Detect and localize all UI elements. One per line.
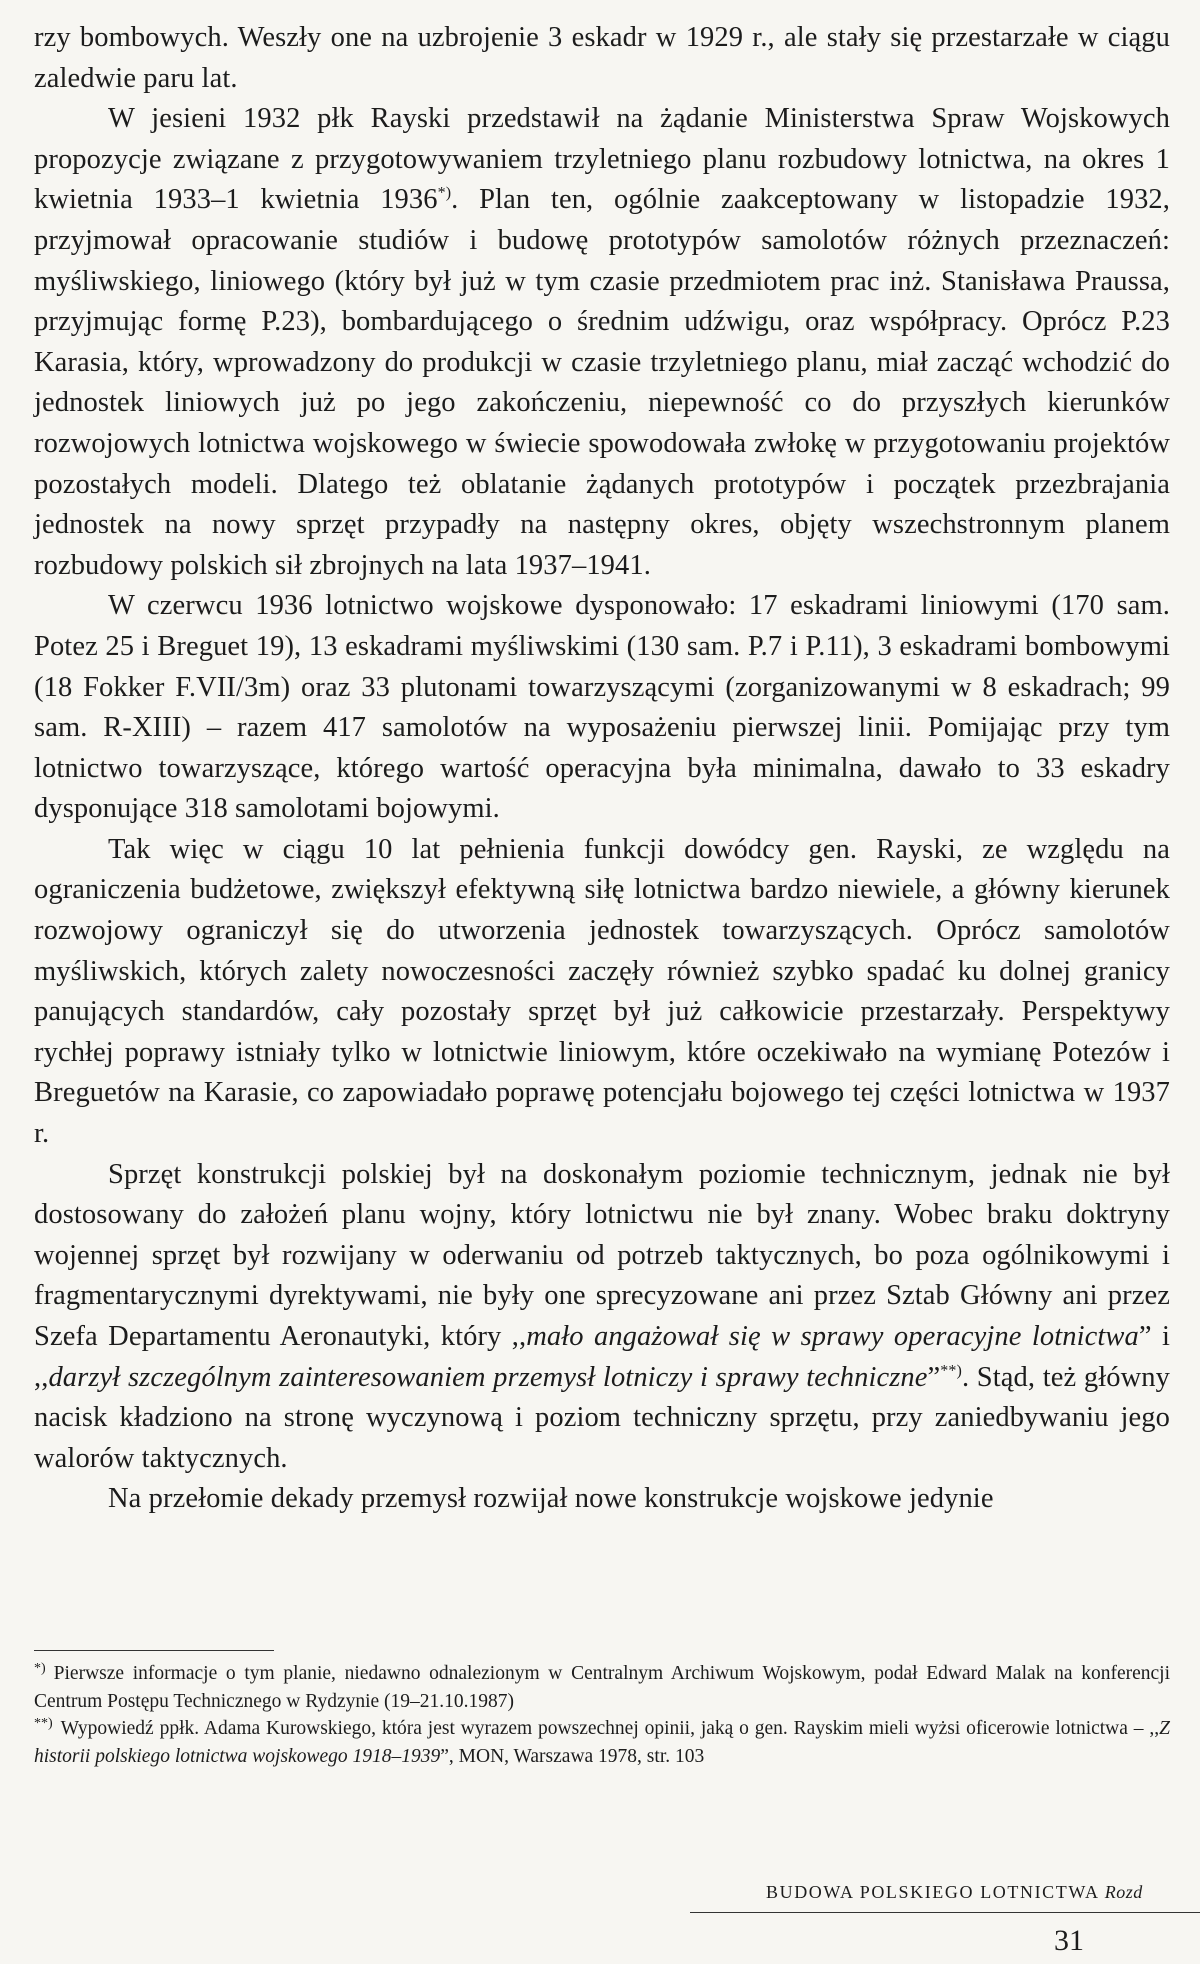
paragraph-1-text: rzy bombowych. Weszły one na uzbrojenie 3 eskadr w 1929 r., ale stały się przestarzałe w ciągu zaledwie paru lat. (34, 22, 1170, 94)
paragraph-2-text-b: . Plan ten, ogólnie zaakceptowany w listopadzie 1932, przyjmował opracowanie studiów i budowę prototypów samolotów różnych przeznaczeń: myśliwskiego, liniowego (który był już w tym czasie przedmiotem prac inż. Stanisława Praussa, przyjmując formę P.23), bombardującego o średnim udźwigu, oraz współpracy. Oprócz P.23 Karasia, który, wprowadzony do produkcji w czasie trzyletniego planu, miał zacząć wchodzić do jednostek liniowych już po jego zakończeniu, niepewność co do przyszłych kierunków rozwojowych lotnictwa wojskowego w świecie spowodowała zwłokę w przygotowaniu projektów pozostałych modeli. Dlatego też oblatanie żądanych prototypów i początek przezbrajania jednostek na nowy sprzęt przypadły na następny okres, objęty wszechstronnym planem rozbudowy polskich sił zbrojnych na lata 1937–1941. (34, 184, 1170, 581)
paragraph-2-text-a: W jesieni 1932 płk Rayski przedstawił na żądanie Ministerstwa Spraw Wojskowych propozycje związane z przygotowywaniem trzyletniego planu rozbudowy lotnictwa, na okres 1 kwietnia 1933–1 kwietnia 1936 (34, 103, 1170, 216)
main-text (34, 18, 1170, 1520)
footnote-1-text: Pierwsze informacje o tym planie, niedawno odnalezionym w Centralnym Archiwum Wojskowym, podał Edward Malak na konferencji Centrum Postępu Technicznego w Rydzynie (19–21.10.1987) (34, 1663, 1170, 1712)
paragraph-5-text-b: ” i ,, (34, 1321, 1170, 1393)
footnote-1-mark: *) (34, 1660, 46, 1676)
running-head-title: BUDOWA POLSKIEGO LOTNICTWA (766, 1882, 1099, 1902)
paragraph-2 (34, 99, 1170, 586)
paragraph-4-text: Tak więc w ciągu 10 lat pełnienia funkcji dowódcy gen. Rayski, ze względu na ograniczenia budżetowe, zwiększył efektywną siłę lotnictwa bardzo niewiele, a główny kierunek rozwojowy ograniczył się do utworzenia jednostek towarzyszących. Oprócz samolotów myśliwskich, których zalety nowoczesności zaczęły również szybko spadać ku dolnej granicy panujących standardów, cały pozostały sprzęt był już całkowicie przestarzały. Perspektywy rychłej poprawy istniały tylko w lotnictwie liniowym, które oczekiwało na wymianę Potezów i Breguetów na Karasie, co zapowiadało poprawę potencjału bojowego tej części lotnictwa w 1937 r. (34, 833, 1170, 1150)
running-head-chapter: Rozd (1104, 1882, 1143, 1902)
paragraph-1 (34, 18, 1170, 99)
footnote-2-text-a: Wypowiedź ppłk. Adama Kurowskiego, która jest wyrazem powszechnej opinii, jaką o gen. Rayskim mieli wyżsi oficerowie lotnictwa – ,, (60, 1718, 1160, 1739)
paragraph-5-text-a: Sprzęt konstrukcji polskiej był na doskonałym poziomie technicznym, jednak nie był dostosowany do założeń planu wojny, który lotnictwu nie był znany. Wobec braku doktryny wojennej sprzęt był rozwijany w oderwaniu od potrzeb taktycznych, bo poza ogólnikowymi i fragmentarycznymi dyrektywami, nie były one sprecyzowane ani przez Sztab Główny ani przez Szefa Departamentu Aeronautyki, który ,, (34, 1158, 1170, 1352)
footnotes (34, 1660, 1170, 1770)
footnote-2-mark: **) (34, 1715, 53, 1731)
footnote-1 (34, 1660, 1170, 1715)
paragraph-5-quote-1: mało angażował się w sprawy operacyjne lotnictwa (526, 1321, 1139, 1352)
paragraph-5-quote-2: darzył szczególnym zainteresowaniem przemysł lotniczy i sprawy techniczne (48, 1361, 928, 1393)
page-number: 31 (1054, 1924, 1084, 1957)
paragraph-5 (34, 1155, 1170, 1480)
paragraph-5-text-c: ” (927, 1361, 941, 1393)
footnote-2-book-title: Z historii polskiego lotnictwa wojskowego 1918–1939 (34, 1718, 1170, 1767)
paragraph-4 (34, 830, 1170, 1155)
paragraph-6-text: Na przełomie dekady przemysł rozwijał nowe konstrukcje wojskowe jedynie (108, 1483, 994, 1515)
running-head (766, 1882, 1200, 1903)
footnote-divider (34, 1650, 274, 1651)
footnote-ref-1: *) (437, 184, 452, 202)
paragraph-5-text-d: . Stąd, też główny nacisk kładziono na stronę wyczynową i poziom techniczny sprzętu, przy zaniedbywaniu jego walorów taktycznych. (34, 1361, 1170, 1474)
paragraph-6 (34, 1479, 1170, 1520)
paragraph-3-text: W czerwcu 1936 lotnictwo wojskowe dysponowało: 17 eskadrami liniowymi (170 sam. Potez 25 i Breguet 19), 13 eskadrami myśliwskimi (130 sam. P.7 i P.11), 3 eskadrami bombowymi (18 Fokker F.VII/3m) oraz 33 plutonami towarzyszącymi (zorganizowanymi w 8 eskadrach; 99 sam. R-XIII) – razem 417 samolotów na wyposażeniu pierwszej linii. Pomijając przy tym lotnictwo towarzyszące, którego wartość operacyjna była minimalna, dawało to 33 eskadry dysponujące 318 samolotami bojowymi. (34, 590, 1170, 825)
paragraph-3 (34, 586, 1170, 830)
footnote-2 (34, 1715, 1170, 1770)
footnote-ref-2: **) (940, 1362, 962, 1380)
running-head-rule (690, 1912, 1200, 1913)
footnote-2-text-b: ”, MON, Warszawa 1978, str. 103 (440, 1745, 705, 1767)
